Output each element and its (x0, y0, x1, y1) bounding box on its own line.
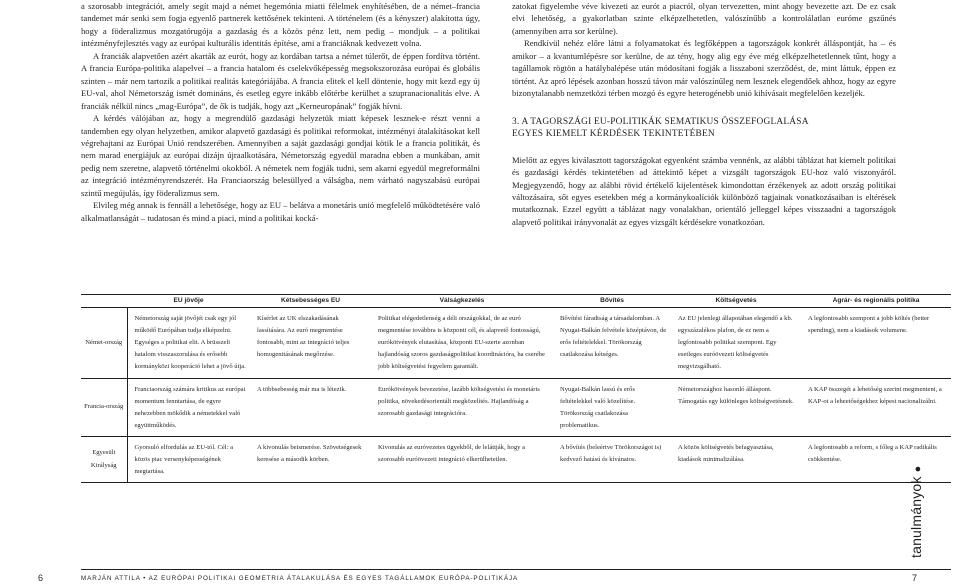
table-header-cell: Agrár- és regionális politika (801, 295, 951, 308)
page-number-right: 7 (912, 573, 918, 583)
table-cell: Kivonulás az euróvezetes ügyekből, de leláttják, hogy a szorosabb euróövezeti integráció elkerülhetetlen. (371, 436, 553, 482)
table-cell: A többsebesség már ma is létezik. (250, 378, 371, 436)
table-header-cell: Válságkezelés (371, 295, 553, 308)
paragraph: Elvileg még annak is fennáll a lehetősége, hogy az EU – belátva a monetáris unió megfelelő működtetésére való alkalmatlanságát – tudatosan és mind a piaci, mind a politikai kocká- (81, 200, 480, 223)
table-header-row (81, 295, 951, 308)
table-row-header: Egyesült Királyság (81, 436, 127, 482)
table-cell: A bővítés (beleértve Törökországot is) kedvező hatású és kívánatos. (553, 436, 671, 482)
table-row-header: Német-ország (81, 308, 127, 378)
journal-section-logo (908, 465, 926, 558)
table-cell: A kivonulás beismerése. Szövetségesek keresése a második körben. (250, 436, 371, 482)
table-cell: Kísérlet az UK elszakadásának lassítására. Az euró megmentése fontosabb, mint az integráció teljes homogenitásának megőrzése. (250, 308, 371, 378)
journal-section-label: tanulmányok (908, 476, 924, 558)
paragraph: Rendkívül nehéz előre látni a folyamatokat és legfőképpen a tagországok konkrét álláspontját, ha – és amikor – a kvantumlépésre sor kerülne, de az tény, hogy alig egy éve még elképzelhetetlennek tűnt, hogy a tagállamok rögtön a hatálybalépése után módosítani fogják a lisszaboni szerződést, de, mint láttuk, éppen ez történt. Az apró lépések azonban hosszú távon már valószínűleg nem lesznek elegendőek ahhoz, hogy az egyre bizonytalanabb nemzetközi térben mozgó és egyre heterogénebb unió kihívásait megfelelően kezeljék. (512, 38, 896, 99)
table-cell: Eurókötvények bevezetése, lazább költségvetési és monetáris politika, növekedésorientált megközelítés. Hajlandóság a szorosabb gazdasági integrációra. (371, 378, 553, 436)
table-header-cell: EU jövője (127, 295, 250, 308)
running-title: MARJÁN ATTILA • AZ EURÓPAI POLITIKAI GEOMETRIA ÁTALAKULÁSA ÉS EGYES TAGÁLLAMOK EURÓPA-POLITIKÁJA (81, 575, 519, 582)
table-cell: Politikai elégedetlenség a déli országokkal, de az euró megmentése továbbra is központi cél, és alapvető fontosságú, eurókötvények elutasítása, központi EU-szerte azonban hajlandóság szoros gazdaságpolitikai koordinációra, ha cserébe jobb költségvetési fegyelem garantált. (371, 308, 553, 378)
table-header-cell: Kétsebességes EU (250, 295, 371, 308)
section-heading-line: 3. A TAGORSZÁGI EU-POLITIKÁK SEMATIKUS ÖSSZEFOGLALÁSA (512, 116, 809, 127)
table-cell: A legfontosabb szempont a jobb költés (better spending), nem a kiadások volumene. (801, 308, 951, 378)
table-cell: Nyugat-Balkán lassú és erős feltételekkel való közelítése. Törökország csatlakozása problematikus. (553, 378, 671, 436)
table-row (81, 378, 951, 436)
right-text-column (512, 0, 896, 228)
table-cell: Gyorsuló elfordulás az EU-tól. Cél: a közös piac versenyképességének megtartása. (127, 436, 250, 482)
table-cell: Németország saját jövőjét csak egy jól működő Európában tudja elképzelni. Egységes a politikai elit. A brüsszeli hatalom visszaszorulása és erősebb kormányközi kooperáció lehet a jövő útja. (127, 308, 250, 378)
table-cell: A legfontosabb a reform, s főleg a KAP radikális csökkentése. (801, 436, 951, 482)
footer-divider (81, 569, 951, 570)
table-cell: Németországhoz hasonló álláspont. Támogatás egy különleges költségvetésnek. (671, 378, 801, 436)
table-row (81, 436, 951, 482)
left-text-column (81, 0, 480, 224)
table-cell: A KAP összegét a lehetőség szerint megmenteni, a KAP-ot a leheetőségekhez képest nacionalizálni. (801, 378, 951, 436)
table-header-cell: Bővítés (553, 295, 671, 308)
paragraph: A franciák alapvetően azért akarták az eurót, hogy az kordában tartsa a német túlerőt, de éppen fordítva történt. A francia Európa-politika alapelvei – a francia hatalom és cselekvőképesség megsokszorozása európai és globális szinten – már nem tartozik a politikai realitás kategóriájába. A francia elitek el kell döntenie, hogy mit kezd egy új EU-val, ahol Németország ismét domináns, és esetleg egyre inkább előtérbe kerülhet a szupranacionalitás elve. A franciák nélkül nincs „mag-Európa”, de ők is tudják, hogy azt „Kerneuropának” fogják hívni. (81, 50, 480, 111)
policy-summary-table (81, 294, 951, 483)
section-heading (512, 116, 896, 141)
table-row (81, 308, 951, 378)
table-cell: Bővítési fáradtság a társadalomban. A Nyugat-Balkán felvétele középtávon, de erős feltételekkel. Törökország csatlakozása kétséges. (553, 308, 671, 378)
paragraph: A kérdés válójában az, hogy a megrendülő gazdasági helyzetük miatt képesek lesznek-e részt venni a tandemben egy olyan helyzetben, amikor alapvető gazdasági és politikai reformokat, intézményi átalakításokat kell végrehajtani az Európai Unió rendszerében. Amennyiben a saját gazdasági gondjai kötik le a francia politikát, és nem marad energiájuk az európai dizájn újraalkotására, Németország egyedül maradna ebben a munkában, amit pedig nem szeretne, alapvető történelmi okokból. A németek nem fogják tudni, sem akarni egyedül megreformálni az integráció intézményrendszerét. Ha Franciaország belesüllyed a válságba, nem várható nagyszabású európai szintű megújulás, így föderalizmus sem. (81, 113, 480, 198)
table-header-cell: Költségvetés (671, 295, 801, 308)
paragraph: a szorosabb integrációt, amely segít majd a német hegemónia miatti félelmek enyhítésében, de a német–francia tandemet már senki sem fogja egyenlő partnerek kettősének tekinteni. A történelem (és a kényszer) alakította úgy, hogy a föderalizmus mozgatórugója a gazdaság és a közös pénz lett, nem pedig – mondjuk – a politikai intézményfejlesztés vagy az európai kulturális identitás építése, ami a franciáknak kedvezett volna. (81, 1, 480, 49)
table-cell: Az EU jelenlegi állapotában elegendő a kb. egyszázalékos plafon, de ez nem a legfontosabb politikai szempont. Egy esetleges euróövezeti költségvetés megvizsgálható. (671, 308, 801, 378)
section-heading-line: EGYES KIEMELT KÉRDÉSEK TEKINTETÉBEN (512, 129, 715, 140)
page-number-left: 6 (38, 573, 44, 583)
table-row-header: Francia-ország (81, 378, 127, 436)
table-cell: A közös költségvetés befagyasztása, kiadások minimalizálása. (671, 436, 801, 482)
paragraph: Mielőtt az egyes kiválasztott tagországokat egyenként számba vennénk, az alábbi táblázat hat kiemelt politikai és gazdasági kérdés tekintetében ad áttekintő képet a vizsgált tagországok EU-hoz való viszonyáról. Megjegyzendő, hogy az alábbi rövid értékelő kijelentések kimondottan érzékenyek az adott ország politikai változásaira, sőt egyes esetekben még a kormánykoalíciók különböző tagjainak vonatkozásaiban is eltérések mutatkoznak. Ezzel együtt a táblázat nagy vonalakban, orientáló jelleggel képes visszaadni a tagországok alapvető politikai irányvonalát az egyes vizsgált kérdésekre vonatkozóan. (512, 154, 896, 227)
table-cell: Franciaország számára kritikus az európai momentum fenntartása, de egyre nehezebben mökődik a németekkel való együttműködés. (127, 378, 250, 436)
table-header-cell (81, 295, 127, 308)
paragraph: zatokat figyelembe véve kivezeti az eurót a piacról, olyan tervezetten, mint ahogy bevezette azt. De ez csak elvi lehetőség, a gyakorlatban szinte elképzelhetetlen, valószínűbb a kontrolálatlan euróme gszűnés (amennyiben arra sor kerülne). (512, 1, 896, 36)
bullet-icon: ● (912, 465, 924, 473)
